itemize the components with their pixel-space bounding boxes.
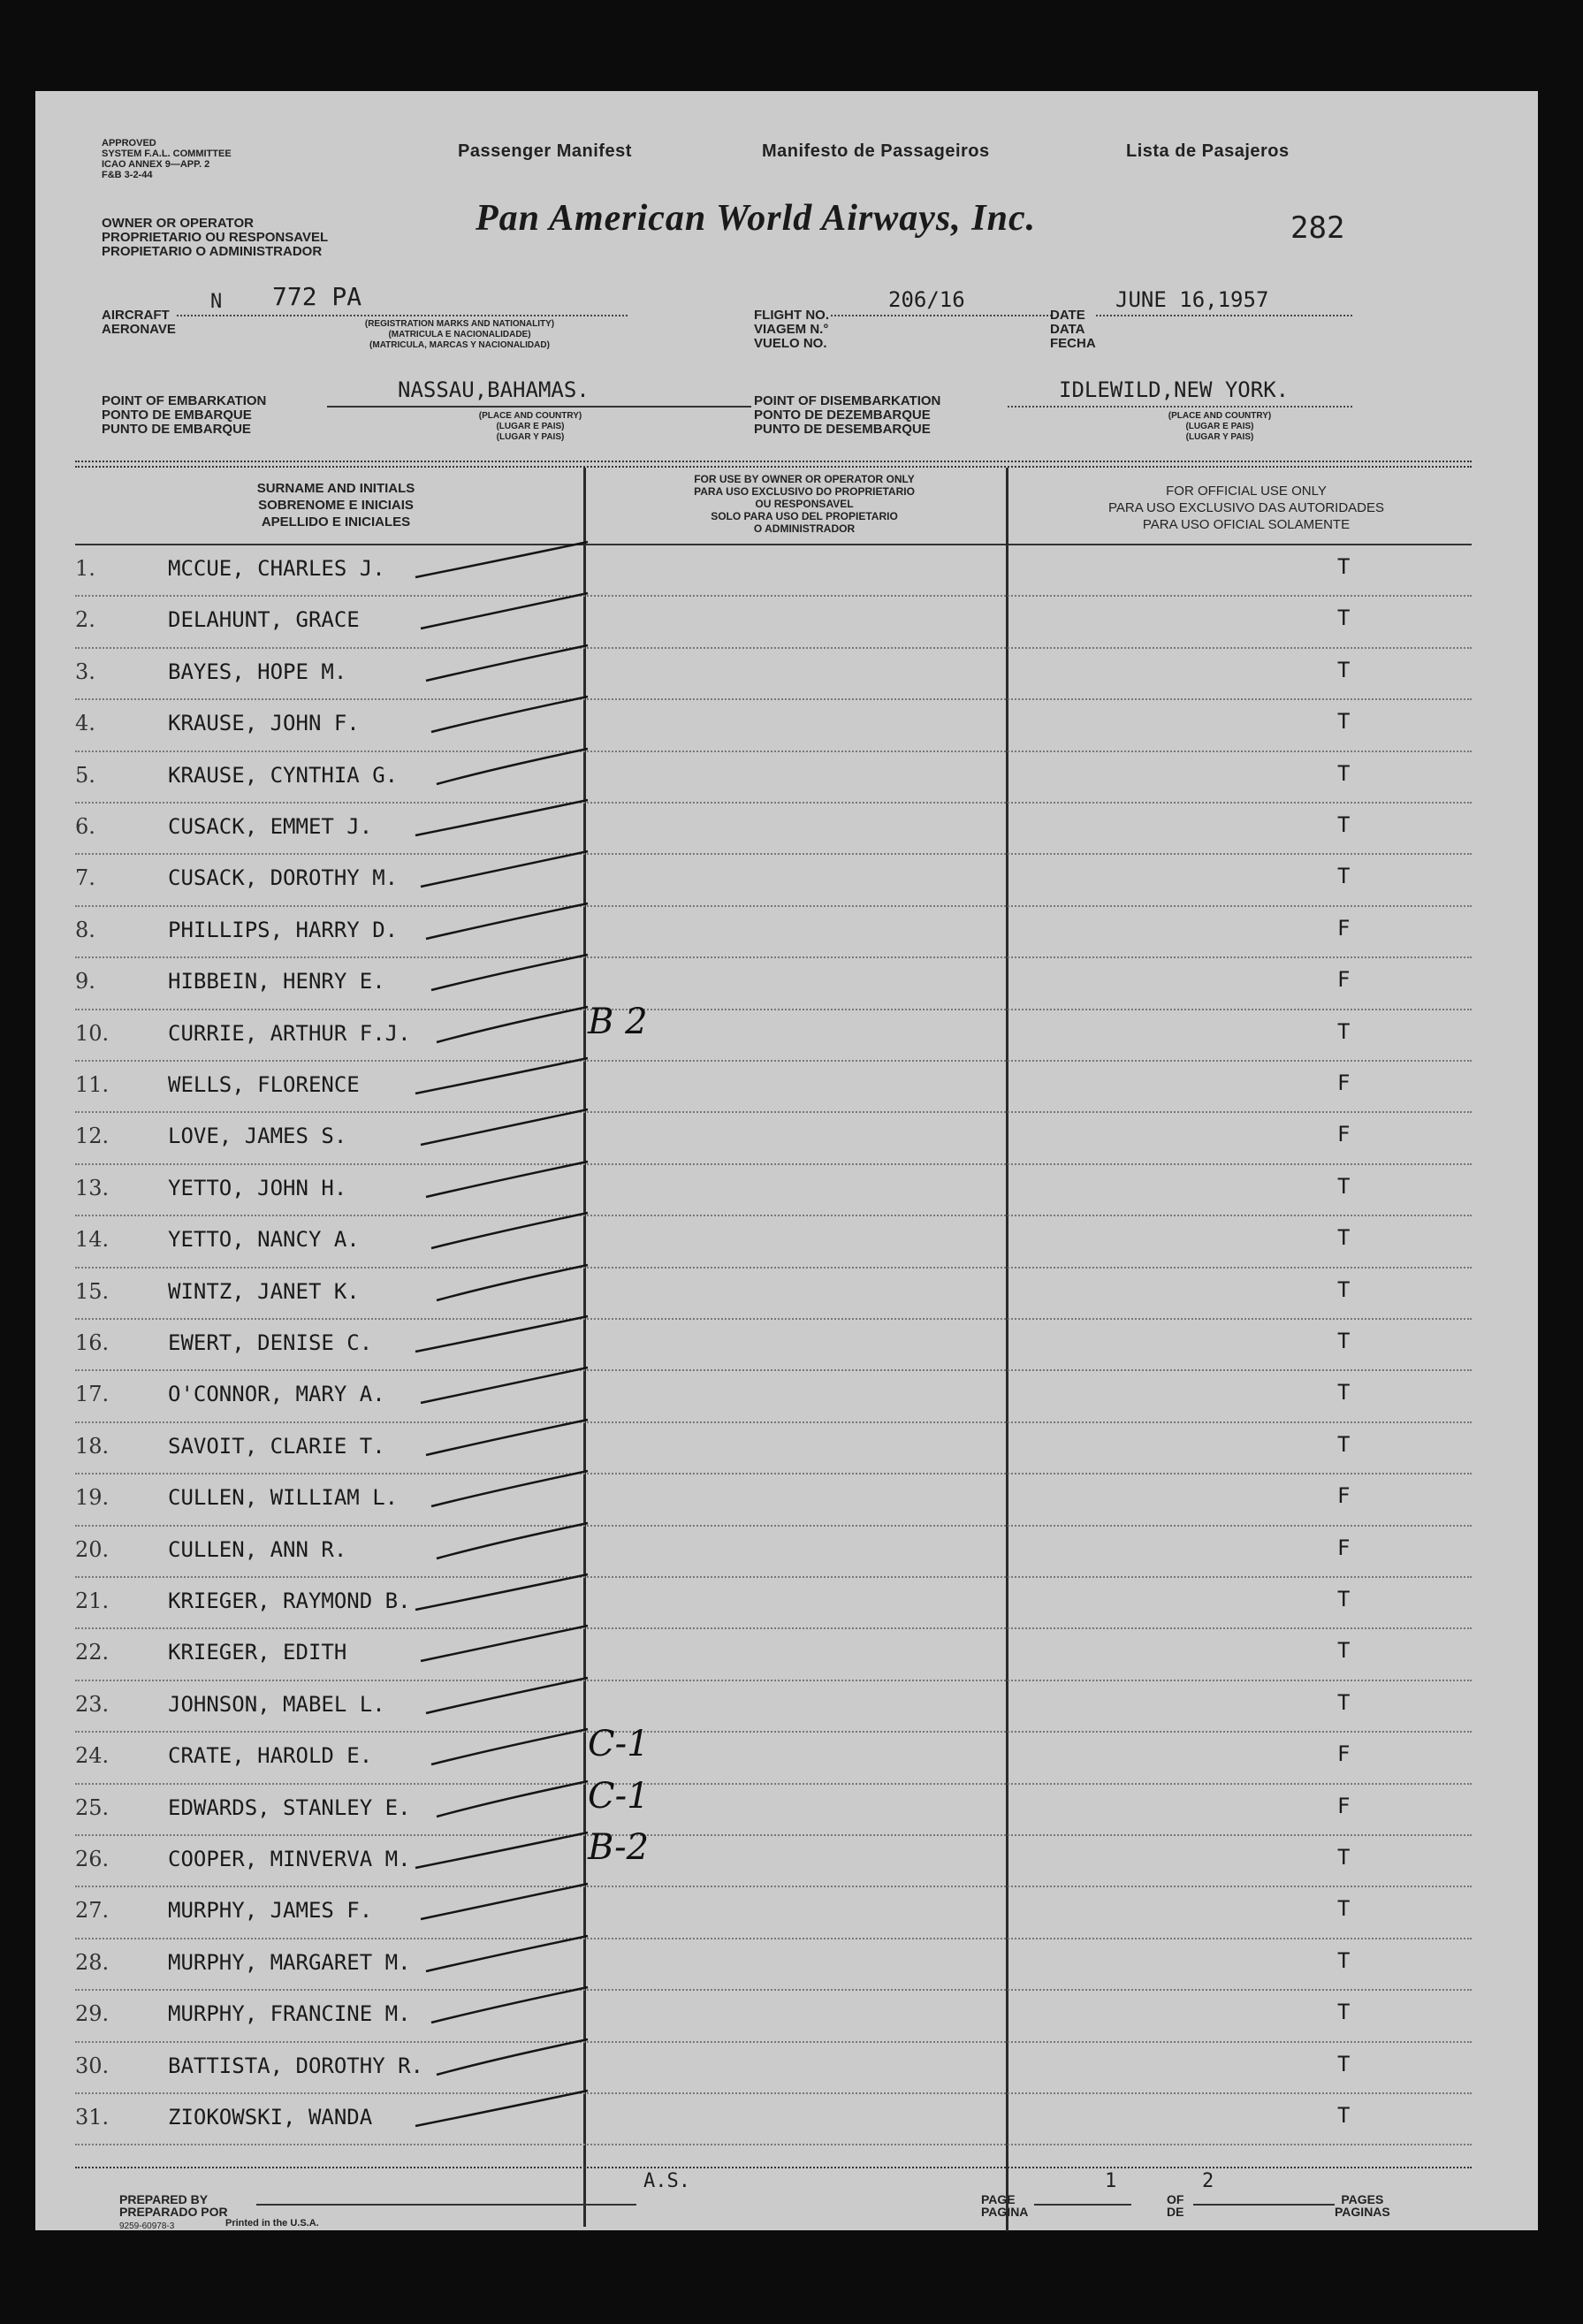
col2-header-line: O ADMINISTRADOR bbox=[753, 522, 856, 535]
official-code: T bbox=[1337, 1638, 1351, 1664]
approval-line: ICAO ANNEX 9—APP. 2 bbox=[102, 159, 210, 170]
company-name: Pan American World Airways, Inc. bbox=[476, 198, 1037, 239]
of-label bbox=[1167, 2193, 1183, 2218]
official-code: T bbox=[1337, 1018, 1351, 1044]
table-row bbox=[35, 1991, 1538, 2042]
pages-value: 2 bbox=[1202, 2170, 1214, 2192]
date-label-line: FECHA bbox=[1050, 336, 1096, 351]
row-number: 14. bbox=[75, 1227, 110, 1253]
aircraft-label-line: AIRCRAFT bbox=[102, 308, 170, 323]
table-row bbox=[35, 1371, 1538, 1422]
passenger-name: CRATE, HAROLD E. bbox=[168, 1743, 373, 1769]
row-number: 13. bbox=[75, 1175, 110, 1200]
flight-label-line: FLIGHT NO. bbox=[754, 308, 829, 323]
official-code: T bbox=[1337, 2051, 1351, 2076]
table-row bbox=[35, 2043, 1538, 2094]
table-row bbox=[35, 1578, 1538, 1629]
passenger-name: KRAUSE, JOHN F. bbox=[168, 711, 360, 736]
official-code: T bbox=[1337, 554, 1351, 579]
row-number: 23. bbox=[75, 1691, 110, 1717]
passenger-name: SAVOIT, CLARIE T. bbox=[168, 1433, 385, 1459]
disembark-sub-line: (LUGAR Y PAIS) bbox=[1185, 432, 1254, 442]
official-code: T bbox=[1337, 1173, 1351, 1199]
official-code: T bbox=[1337, 1845, 1351, 1870]
table-row bbox=[35, 1423, 1538, 1474]
col3-header-line: FOR OFFICIAL USE ONLY bbox=[1166, 484, 1327, 499]
disembark-sub-line: (PLACE AND COUNTRY) bbox=[1168, 411, 1272, 421]
row-number: 20. bbox=[75, 1536, 110, 1562]
passenger-name: YETTO, JOHN H. bbox=[168, 1175, 347, 1200]
embark-label-line: PUNTO DE EMBARQUE bbox=[102, 422, 251, 437]
official-code: T bbox=[1337, 709, 1351, 735]
row-number: 16. bbox=[75, 1330, 110, 1355]
passenger-name: EDWARDS, STANLEY E. bbox=[168, 1794, 411, 1820]
official-code: T bbox=[1337, 1896, 1351, 1922]
page-value: 1 bbox=[1105, 2170, 1117, 2192]
row-number: 15. bbox=[75, 1278, 110, 1304]
row-number: 12. bbox=[75, 1124, 110, 1149]
handwritten-note: C-1 bbox=[588, 1724, 650, 1765]
printed-note: Printed in the U.S.A. bbox=[225, 2218, 319, 2229]
date-line bbox=[1096, 315, 1352, 316]
disembark-line bbox=[1008, 406, 1352, 408]
table-row bbox=[35, 1062, 1538, 1113]
official-code: F bbox=[1337, 967, 1351, 993]
passenger-name: DELAHUNT, GRACE bbox=[168, 607, 360, 633]
passenger-name: WELLS, FLORENCE bbox=[168, 1072, 360, 1097]
passenger-name: O'CONNOR, MARY A. bbox=[168, 1382, 385, 1407]
official-code: T bbox=[1337, 606, 1351, 631]
table-row bbox=[35, 1939, 1538, 1991]
official-code: T bbox=[1337, 2000, 1351, 2025]
table-row bbox=[35, 1827, 1538, 1887]
handwritten-note: B-2 bbox=[588, 1827, 650, 1868]
row-number: 4. bbox=[75, 711, 95, 736]
page-label-line: PAGINA bbox=[981, 2205, 1029, 2219]
col2-header-line: OU RESPONSAVEL bbox=[755, 498, 854, 510]
passenger-name: YETTO, NANCY A. bbox=[168, 1227, 360, 1253]
pages-line bbox=[1193, 2204, 1335, 2206]
row-number: 24. bbox=[75, 1743, 110, 1769]
passenger-name: CULLEN, ANN R. bbox=[168, 1536, 347, 1562]
embark-sub-line: (LUGAR Y PAIS) bbox=[496, 432, 565, 442]
embark-label bbox=[102, 394, 266, 437]
flight-label-line: VUELO NO. bbox=[754, 336, 827, 351]
passenger-name: PHILLIPS, HARRY D. bbox=[168, 917, 399, 942]
embark-sub-line: (PLACE AND COUNTRY) bbox=[478, 411, 582, 421]
col2-header-line: FOR USE BY OWNER OR OPERATOR ONLY bbox=[694, 473, 915, 485]
table-row bbox=[35, 700, 1538, 751]
handwritten-note: B 2 bbox=[588, 1001, 648, 1042]
official-code: T bbox=[1337, 1276, 1351, 1302]
col1-header-line: SURNAME AND INITIALS bbox=[256, 481, 415, 496]
passenger-name: BATTISTA, DOROTHY R. bbox=[168, 2053, 423, 2078]
flight-label bbox=[754, 309, 829, 351]
official-code: T bbox=[1337, 1689, 1351, 1715]
row-number: 21. bbox=[75, 1589, 110, 1613]
title-es: Lista de Pasajeros bbox=[1126, 141, 1290, 161]
official-code: T bbox=[1337, 1329, 1351, 1353]
official-code: T bbox=[1337, 2103, 1351, 2128]
row-number: 2. bbox=[75, 607, 95, 633]
page-stamp-number: 282 bbox=[1290, 210, 1345, 246]
passenger-name: KRAUSE, CYNTHIA G. bbox=[168, 762, 399, 788]
row-number: 30. bbox=[75, 2053, 110, 2078]
aircraft-sub-line: (REGISTRATION MARKS AND NATIONALITY) bbox=[364, 319, 555, 329]
flight-value: 206/16 bbox=[888, 287, 965, 312]
title-pt: Manifesto de Passageiros bbox=[762, 141, 990, 161]
official-code: T bbox=[1337, 864, 1351, 889]
of-label-line: OF bbox=[1167, 2192, 1184, 2206]
row-number: 7. bbox=[75, 865, 95, 891]
table-row bbox=[35, 1001, 1538, 1062]
prepared-label-line: PREPARED BY bbox=[119, 2192, 209, 2206]
official-code: F bbox=[1337, 1483, 1351, 1509]
official-code: F bbox=[1337, 1535, 1351, 1560]
prepared-line bbox=[256, 2204, 636, 2206]
passenger-name: KRIEGER, EDITH bbox=[168, 1640, 347, 1665]
official-code: F bbox=[1337, 1122, 1351, 1147]
passenger-name: LOVE, JAMES S. bbox=[168, 1124, 347, 1149]
aircraft-sub-line: (MATRICULA, MARCAS Y NACIONALIDAD) bbox=[369, 340, 550, 350]
col1-header-line: APELLIDO E INICIALES bbox=[261, 514, 411, 530]
preparer-initials: A.S. bbox=[643, 2170, 690, 2192]
handwritten-note: C-1 bbox=[588, 1775, 650, 1817]
table-row bbox=[35, 1527, 1538, 1578]
table-row bbox=[35, 649, 1538, 700]
row-number: 26. bbox=[75, 1847, 110, 1871]
aircraft-label-line: AERONAVE bbox=[102, 322, 176, 337]
pages-label bbox=[1335, 2193, 1390, 2218]
disembark-label bbox=[754, 394, 940, 437]
official-code: F bbox=[1337, 1741, 1351, 1767]
official-code: T bbox=[1337, 1947, 1351, 1973]
table-row bbox=[35, 545, 1538, 597]
flight-line bbox=[831, 315, 1052, 316]
table-row bbox=[35, 855, 1538, 906]
manifest-sheet bbox=[35, 91, 1538, 2230]
embark-line bbox=[327, 406, 751, 408]
col2-header-line: PARA USO EXCLUSIVO DO PROPRIETARIO bbox=[694, 485, 915, 498]
title-en: Passenger Manifest bbox=[458, 141, 632, 161]
approval-line: SYSTEM F.A.L. COMMITTEE bbox=[102, 149, 232, 159]
approval-line: F&B 3-2-44 bbox=[102, 170, 153, 180]
passenger-name: CURRIE, ARTHUR F.J. bbox=[168, 1020, 411, 1046]
passenger-name: ZIOKOWSKI, WANDA bbox=[168, 2105, 373, 2130]
passenger-name: MURPHY, MARGARET M. bbox=[168, 1949, 411, 1975]
official-code: T bbox=[1337, 1587, 1351, 1612]
row-number: 19. bbox=[75, 1485, 110, 1511]
passenger-name: CULLEN, WILLIAM L. bbox=[168, 1485, 399, 1511]
aircraft-prefix: N bbox=[210, 291, 223, 313]
table-row bbox=[35, 958, 1538, 1010]
table-row bbox=[35, 804, 1538, 855]
official-code: F bbox=[1337, 915, 1351, 941]
table-row bbox=[35, 1887, 1538, 1939]
row-number: 5. bbox=[75, 762, 95, 788]
table-row bbox=[35, 1681, 1538, 1733]
official-code: T bbox=[1337, 1225, 1351, 1251]
table-row bbox=[35, 1775, 1538, 1836]
passenger-name: EWERT, DENISE C. bbox=[168, 1330, 373, 1355]
table-row bbox=[35, 1629, 1538, 1680]
row-divider bbox=[75, 2144, 1472, 2145]
official-code: T bbox=[1337, 760, 1351, 786]
approval-block bbox=[102, 138, 232, 180]
table-row bbox=[35, 1165, 1538, 1216]
table-row bbox=[35, 1320, 1538, 1371]
disembark-label-line: PUNTO DE DESEMBARQUE bbox=[754, 422, 931, 437]
flight-label-line: VIAGEM N.° bbox=[754, 322, 829, 337]
table-row bbox=[35, 907, 1538, 958]
disembark-sub bbox=[1131, 411, 1308, 443]
table-row bbox=[35, 1474, 1538, 1526]
row-number: 17. bbox=[75, 1382, 110, 1407]
aircraft-label bbox=[102, 309, 176, 337]
official-code: T bbox=[1337, 1431, 1351, 1457]
passenger-name: MURPHY, JAMES F. bbox=[168, 1898, 373, 1924]
col3-header bbox=[1034, 483, 1458, 533]
row-number: 1. bbox=[75, 556, 95, 581]
table-top-border bbox=[75, 461, 1472, 462]
owner-label-line: PROPIETARIO O ADMINISTRADOR bbox=[102, 244, 323, 259]
disembark-sub-line: (LUGAR E PAIS) bbox=[1185, 422, 1254, 431]
passenger-name: WINTZ, JANET K. bbox=[168, 1278, 360, 1304]
table-row bbox=[35, 1216, 1538, 1268]
row-number: 9. bbox=[75, 969, 95, 994]
row-number: 28. bbox=[75, 1949, 110, 1975]
approval-line: APPROVED bbox=[102, 138, 156, 149]
prepared-label bbox=[119, 2193, 228, 2218]
passenger-name: CUSACK, EMMET J. bbox=[168, 814, 373, 839]
date-label bbox=[1050, 309, 1096, 351]
row-number: 25. bbox=[75, 1794, 110, 1820]
passenger-name: CUSACK, DOROTHY M. bbox=[168, 865, 399, 891]
official-code: F bbox=[1337, 1071, 1351, 1095]
page-label-line: PAGE bbox=[981, 2192, 1016, 2206]
col3-header-line: PARA USO EXCLUSIVO DAS AUTORIDADES bbox=[1107, 500, 1385, 515]
date-value: JUNE 16,1957 bbox=[1115, 287, 1269, 312]
passenger-table bbox=[35, 545, 1538, 2225]
check-mark-stroke bbox=[389, 2075, 742, 2137]
row-number: 8. bbox=[75, 917, 95, 942]
passenger-name: COOPER, MINVERVA M. bbox=[168, 1847, 411, 1871]
aircraft-value: 772 PA bbox=[272, 282, 362, 311]
row-number: 22. bbox=[75, 1640, 110, 1665]
official-code: T bbox=[1337, 812, 1351, 837]
official-code: F bbox=[1337, 1793, 1351, 1818]
pages-label-line: PAGES bbox=[1341, 2192, 1384, 2206]
embark-label-line: POINT OF EMBARKATION bbox=[102, 393, 267, 408]
table-row bbox=[35, 752, 1538, 804]
passenger-name: KRIEGER, RAYMOND B. bbox=[168, 1589, 411, 1613]
pages-label-line: PAGINAS bbox=[1335, 2205, 1390, 2219]
disembark-label-line: POINT OF DISEMBARKATION bbox=[754, 393, 941, 408]
embark-sub-line: (LUGAR E PAIS) bbox=[496, 422, 565, 431]
row-number: 11. bbox=[75, 1072, 110, 1097]
official-code: T bbox=[1337, 1380, 1351, 1406]
owner-label-line: OWNER OR OPERATOR bbox=[102, 216, 254, 231]
passenger-name: HIBBEIN, HENRY E. bbox=[168, 969, 385, 994]
embark-label-line: PONTO DE EMBARQUE bbox=[102, 408, 252, 423]
table-row bbox=[35, 1113, 1538, 1164]
table-row bbox=[35, 2094, 1538, 2145]
embark-value: NASSAU,BAHAMAS. bbox=[398, 377, 590, 402]
passenger-name: JOHNSON, MABEL L. bbox=[168, 1691, 385, 1717]
embark-sub bbox=[442, 411, 619, 443]
table-row bbox=[35, 597, 1538, 648]
row-number: 3. bbox=[75, 659, 95, 684]
col1-header-line: SOBRENOME E INICIAIS bbox=[258, 498, 414, 513]
date-label-line: DATE bbox=[1050, 308, 1085, 323]
passenger-name: MCCUE, CHARLES J. bbox=[168, 556, 385, 581]
aircraft-sub bbox=[283, 319, 636, 351]
table-top-border-2 bbox=[75, 466, 1472, 468]
table-row bbox=[35, 1724, 1538, 1784]
passenger-name: BAYES, HOPE M. bbox=[168, 659, 347, 684]
row-number: 29. bbox=[75, 2001, 110, 2027]
row-number: 10. bbox=[75, 1020, 110, 1046]
row-number: 18. bbox=[75, 1433, 110, 1459]
prepared-label-line: PREPARADO POR bbox=[119, 2205, 228, 2219]
page-label bbox=[981, 2193, 1028, 2218]
owner-label-line: PROPRIETARIO OU RESPONSAVEL bbox=[102, 230, 329, 245]
page-line bbox=[1034, 2204, 1131, 2206]
form-number: 9259-60978-3 bbox=[119, 2221, 175, 2231]
date-label-line: DATA bbox=[1050, 322, 1085, 337]
col3-header-line: PARA USO OFICIAL SOLAMENTE bbox=[1142, 517, 1351, 532]
aircraft-line bbox=[177, 315, 628, 316]
row-number: 31. bbox=[75, 2105, 110, 2130]
official-code: T bbox=[1337, 657, 1351, 682]
table-bottom-border bbox=[75, 2167, 1472, 2168]
disembark-value: IDLEWILD,NEW YORK. bbox=[1059, 377, 1290, 402]
row-number: 27. bbox=[75, 1898, 110, 1924]
disembark-label-line: PONTO DE DEZEMBARQUE bbox=[754, 408, 931, 423]
col2-header-line: SOLO PARA USO DEL PROPIETARIO bbox=[711, 510, 898, 522]
row-number: 6. bbox=[75, 814, 95, 839]
of-label-line: DE bbox=[1167, 2205, 1184, 2219]
aircraft-sub-line: (MATRICULA E NACIONALIDADE) bbox=[388, 330, 531, 339]
table-row bbox=[35, 1269, 1538, 1320]
col1-header bbox=[133, 480, 539, 530]
passenger-name: MURPHY, FRANCINE M. bbox=[168, 2001, 411, 2027]
owner-label bbox=[102, 217, 328, 259]
